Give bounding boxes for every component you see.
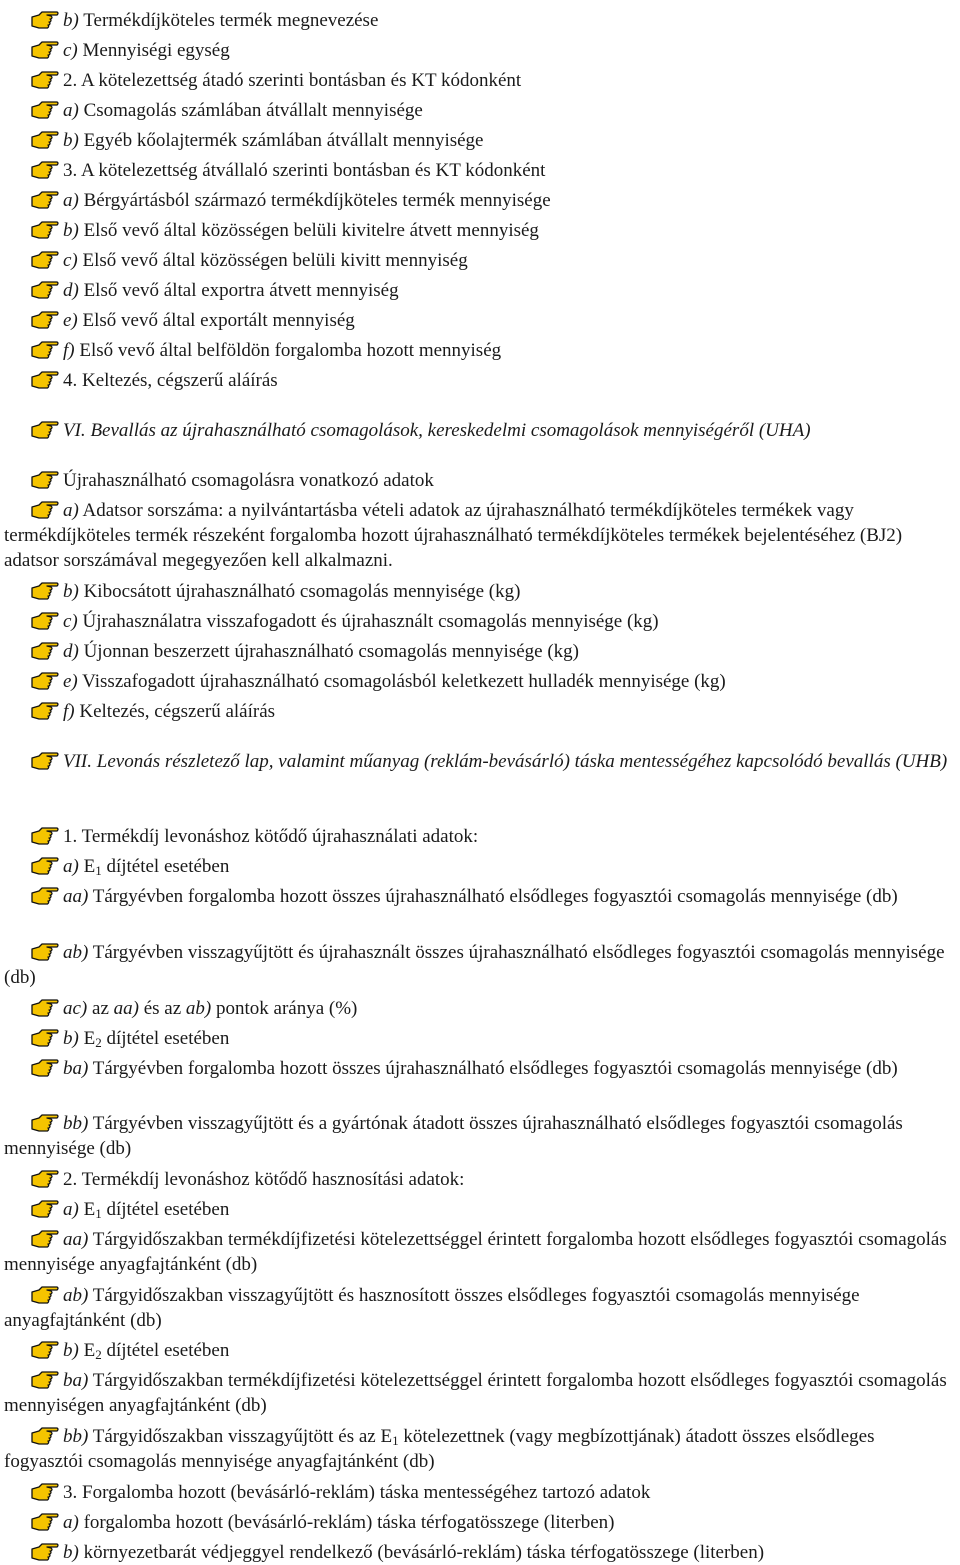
item-text: E <box>78 1028 96 1049</box>
list-item <box>4 158 956 183</box>
pointing-hand-icon <box>30 1338 60 1362</box>
item-text: forgalomba hozott (bevásárló-reklám) táska térfogatösszege (literben) <box>78 1512 615 1533</box>
item-text: Visszafogadott újrahasználható csomagolásból keletkezett hulladék mennyisége (kg) <box>77 671 726 692</box>
item-label: a) <box>63 856 79 877</box>
subscript: 1 <box>95 863 102 878</box>
item-text: 3. A kötelezettség átvállaló szerinti bontásban és KT kódonként <box>63 160 546 181</box>
list-item <box>4 1197 956 1222</box>
pointing-hand-icon <box>30 218 60 242</box>
item-text: Első vevő által belföldön forgalomba hozott mennyiség <box>74 340 502 361</box>
item-label: e) <box>63 671 78 692</box>
list-item <box>4 1368 956 1418</box>
pointing-hand-icon <box>30 418 60 442</box>
item-ref: ab) <box>185 998 212 1019</box>
list-item <box>4 579 956 604</box>
list-item <box>4 1283 956 1333</box>
item-text: Első vevő által közösségen belüli kivitelre átvett mennyiség <box>78 220 539 241</box>
item-text: Tárgyévben forgalomba hozott összes újrahasználható elsődleges fogyasztói csomagolás mennyisége (db) <box>88 886 898 907</box>
pointing-hand-icon <box>30 468 60 492</box>
item-text: Csomagolás számlában átvállalt mennyisége <box>78 100 423 121</box>
pointing-hand-icon <box>30 368 60 392</box>
item-text-tail: kötelezettnek (vagy megbízottjának) átadott összes elsődleges fogyasztói csomagolás mennyisége anyagfajtánként (db) <box>4 1426 875 1472</box>
item-label: c) <box>63 611 78 632</box>
list-item <box>4 699 956 724</box>
item-label: c) <box>63 250 78 271</box>
item-label: b) <box>63 1340 79 1361</box>
item-text: Első vevő által exportra átvett mennyiség <box>78 280 399 301</box>
item-label: ba) <box>63 1058 89 1079</box>
item-text: az <box>87 998 114 1019</box>
pointing-hand-icon <box>30 854 60 878</box>
item-text-mid: és az <box>138 998 186 1019</box>
subscript: 2 <box>95 1035 102 1050</box>
item-text: Tárgyidőszakban termékdíjfizetési kötelezettséggel érintett forgalomba hozott elsődleges fogyasztói csomagolás mennyisége anyagfajtánként (db) <box>4 1229 947 1275</box>
item-label: VII. <box>63 751 93 772</box>
item-text: E <box>78 856 96 877</box>
item-label: e) <box>63 310 78 331</box>
item-label: ba) <box>63 1370 89 1391</box>
list-item <box>4 98 956 123</box>
pointing-hand-icon <box>30 188 60 212</box>
pointing-hand-icon <box>30 1111 60 1135</box>
list-item <box>4 1026 956 1051</box>
list-item <box>4 38 956 63</box>
pointing-hand-icon <box>30 38 60 62</box>
item-label: bb) <box>63 1426 89 1447</box>
pointing-hand-icon <box>30 1197 60 1221</box>
item-text: Újrahasználható csomagolásra vonatkozó adatok <box>63 470 434 491</box>
list-item <box>4 824 956 849</box>
pointing-hand-icon <box>30 98 60 122</box>
item-text: Újonnan beszerzett újrahasználható csomagolás mennyisége (kg) <box>78 641 579 662</box>
pointing-hand-icon <box>30 158 60 182</box>
list-item <box>4 468 956 493</box>
item-text: Tárgyidőszakban termékdíjfizetési kötelezettséggel érintett forgalomba hozott elsődleges fogyasztói csomagolás mennyiségen anyagfajtánként (db) <box>4 1370 947 1416</box>
item-label: VI. <box>63 420 86 441</box>
list-item <box>4 854 956 879</box>
list-item <box>4 940 956 990</box>
list-item <box>4 188 956 213</box>
pointing-hand-icon <box>30 1283 60 1307</box>
pointing-hand-icon <box>30 669 60 693</box>
list-item <box>4 248 956 273</box>
pointing-hand-icon <box>30 68 60 92</box>
pointing-hand-icon <box>30 1540 60 1564</box>
pointing-hand-icon <box>30 498 60 522</box>
pointing-hand-icon <box>30 940 60 964</box>
subscript: 1 <box>95 1206 102 1221</box>
list-item <box>4 1338 956 1363</box>
item-text-tail: díjtétel esetében <box>101 1199 230 1220</box>
pointing-hand-icon <box>30 308 60 332</box>
pointing-hand-icon <box>30 248 60 272</box>
item-label: ac) <box>63 998 88 1019</box>
item-label: a) <box>63 500 79 521</box>
pointing-hand-icon <box>30 579 60 603</box>
pointing-hand-icon <box>30 884 60 908</box>
item-text: 2. A kötelezettség átadó szerinti bontásban és KT kódonként <box>63 70 522 91</box>
pointing-hand-icon <box>30 1480 60 1504</box>
pointing-hand-icon <box>30 996 60 1020</box>
list-item <box>4 1480 956 1505</box>
item-label: b) <box>63 130 79 151</box>
item-text: Bevallás az újrahasználható csomagolások, kereskedelmi csomagolások mennyiségéről (UHA) <box>85 420 811 441</box>
item-label: f) <box>63 340 75 361</box>
list-item <box>4 68 956 93</box>
item-label: b) <box>63 1542 79 1563</box>
item-text: Termékdíjköteles termék megnevezése <box>78 10 379 31</box>
pointing-hand-icon <box>30 749 60 773</box>
item-label: bb) <box>63 1113 89 1134</box>
item-label: b) <box>63 10 79 31</box>
list-item <box>4 1111 956 1161</box>
item-text: E <box>78 1340 96 1361</box>
pointing-hand-icon <box>30 1056 60 1080</box>
item-text-tail: díjtétel esetében <box>101 856 230 877</box>
list-item <box>4 128 956 153</box>
pointing-hand-icon <box>30 128 60 152</box>
item-text: Levonás részletező lap, valamint műanyag (reklám-bevásárló) táska mentességéhez kapcsolódó bevallás (UHB) <box>92 751 948 772</box>
item-text: Adatsor sorszáma: a nyilvántartásba vételi adatok az újrahasználható termékdíjköteles termékek vagy termékdíjköteles termék részeként forgalomba hozott újrahasználható termékdíjköteles termékek bejelentéséhez (BJ2) adatsor sorszámával megegyezően kell alkalmazni. <box>4 500 903 571</box>
list-item <box>4 669 956 694</box>
pointing-hand-icon <box>30 1167 60 1191</box>
pointing-hand-icon <box>30 1026 60 1050</box>
list-item <box>4 639 956 664</box>
list-item <box>4 218 956 243</box>
item-text: 1. Termékdíj levonáshoz kötődő újrahasználati adatok: <box>63 826 479 847</box>
item-label: a) <box>63 190 79 211</box>
list-item <box>4 1540 956 1565</box>
item-text: 2. Termékdíj levonáshoz kötődő hasznosítási adatok: <box>63 1169 465 1190</box>
list-item <box>4 8 956 33</box>
item-text: Tárgyévben visszagyűjtött és újrahasznált összes újrahasználható elsődleges fogyasztói csomagolás mennyisége (db) <box>4 942 945 988</box>
item-text: E <box>78 1199 96 1220</box>
item-text-tail: díjtétel esetében <box>101 1028 230 1049</box>
pointing-hand-icon <box>30 824 60 848</box>
item-text: 3. Forgalomba hozott (bevásárló-reklám) táska mentességéhez tartozó adatok <box>63 1482 651 1503</box>
list-item <box>4 1167 956 1192</box>
pointing-hand-icon <box>30 1368 60 1392</box>
item-text: Tárgyidőszakban visszagyűjtött és az E <box>88 1426 393 1447</box>
pointing-hand-icon <box>30 699 60 723</box>
list-item <box>4 498 956 573</box>
item-text: környezetbarát védjeggyel rendelkező (bevásárló-reklám) táska térfogatösszege (literben) <box>78 1542 765 1563</box>
list-item <box>4 1424 956 1474</box>
item-text: Tárgyévben forgalomba hozott összes újrahasználható elsődleges fogyasztói csomagolás mennyisége (db) <box>88 1058 898 1079</box>
item-text: 4. Keltezés, cégszerű aláírás <box>63 370 278 391</box>
subscript: 2 <box>95 1347 102 1362</box>
pointing-hand-icon <box>30 338 60 362</box>
item-text: Bérgyártásból származó termékdíjköteles termék mennyisége <box>78 190 551 211</box>
item-text-tail: díjtétel esetében <box>101 1340 230 1361</box>
list-item <box>4 749 956 774</box>
item-text: Egyéb kőolajtermék számlában átvállalt mennyisége <box>78 130 484 151</box>
item-label: ab) <box>63 942 89 963</box>
item-label: aa) <box>63 886 89 907</box>
list-item <box>4 996 956 1021</box>
pointing-hand-icon <box>30 609 60 633</box>
list-item <box>4 609 956 634</box>
pointing-hand-icon <box>30 1227 60 1251</box>
item-label: aa) <box>63 1229 89 1250</box>
item-label: b) <box>63 581 79 602</box>
pointing-hand-icon <box>30 1510 60 1534</box>
item-text: Mennyiségi egység <box>77 40 230 61</box>
pointing-hand-icon <box>30 639 60 663</box>
item-text: Újrahasználatra visszafogadott és újrahasznált csomagolás mennyisége (kg) <box>77 611 659 632</box>
item-label: d) <box>63 641 79 662</box>
item-text: Első vevő által közösségen belüli kivitt mennyiség <box>77 250 468 271</box>
list-item <box>4 418 956 443</box>
list-item <box>4 278 956 303</box>
item-label: b) <box>63 220 79 241</box>
list-item <box>4 368 956 393</box>
subscript: 1 <box>392 1433 399 1448</box>
item-text: Tárgyévben visszagyűjtött és a gyártónak átadott összes újrahasználható elsődleges fogyasztói csomagolás mennyisége (db) <box>4 1113 903 1159</box>
item-text: Kibocsátott újrahasználható csomagolás mennyisége (kg) <box>78 581 521 602</box>
list-item <box>4 884 956 909</box>
pointing-hand-icon <box>30 1424 60 1448</box>
item-label: a) <box>63 100 79 121</box>
item-label: a) <box>63 1512 79 1533</box>
item-label: b) <box>63 1028 79 1049</box>
pointing-hand-icon <box>30 278 60 302</box>
item-text: Első vevő által exportált mennyiség <box>77 310 355 331</box>
item-label: ab) <box>63 1285 89 1306</box>
item-label: c) <box>63 40 78 61</box>
list-item <box>4 1056 956 1081</box>
item-label: f) <box>63 701 75 722</box>
list-item <box>4 1227 956 1277</box>
item-text: Tárgyidőszakban visszagyűjtött és hasznosított összes elsődleges fogyasztói csomagolás mennyisége anyagfajtánként (db) <box>4 1285 860 1331</box>
list-item <box>4 308 956 333</box>
list-item <box>4 1510 956 1535</box>
item-label: a) <box>63 1199 79 1220</box>
item-ref: aa) <box>113 998 139 1019</box>
item-label: d) <box>63 280 79 301</box>
item-text: Keltezés, cégszerű aláírás <box>74 701 276 722</box>
list-item <box>4 338 956 363</box>
item-text-tail: pontok aránya (%) <box>211 998 358 1019</box>
pointing-hand-icon <box>30 8 60 32</box>
